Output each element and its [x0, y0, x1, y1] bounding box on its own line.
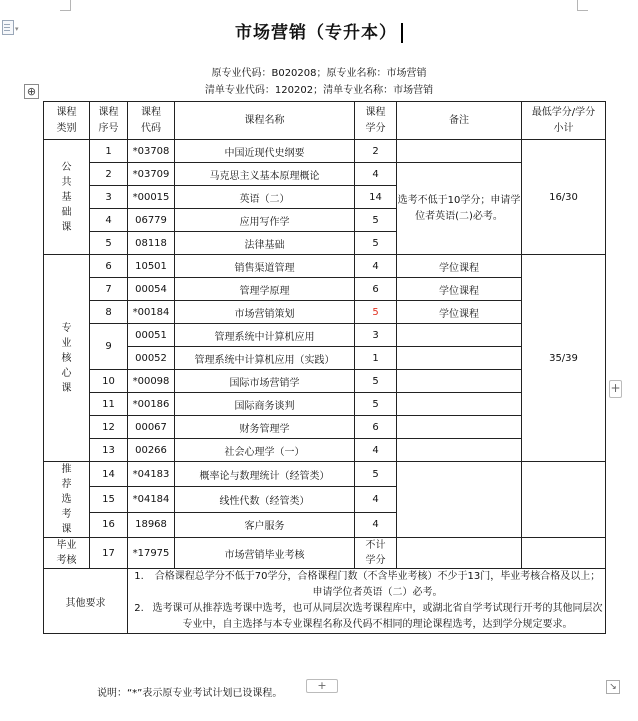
cell-seq[interactable]: 3 [90, 186, 128, 209]
cell-credit[interactable]: 2 [355, 140, 397, 163]
cell-credit[interactable]: 5 [355, 232, 397, 255]
cell-credit[interactable]: 1 [355, 347, 397, 370]
cell-seq[interactable]: 6 [90, 255, 128, 278]
cell-credit[interactable]: 4 [355, 439, 397, 462]
cell-seq[interactable]: 5 [90, 232, 128, 255]
cell-seq[interactable]: 4 [90, 209, 128, 232]
table-header-row [44, 102, 606, 140]
cell-note[interactable] [397, 416, 522, 439]
header-code[interactable]: 课程代码 [128, 102, 175, 140]
requirement-item: 1. 合格课程总学分不低于70学分，合格课程门数（不含毕业考核）不少于13门，毕业考核合格及以上；申请学位者英语（二）必考。 [134, 571, 601, 598]
cell-note[interactable] [397, 538, 522, 569]
cell-seq[interactable]: 14 [90, 462, 128, 487]
table-row[interactable] [44, 163, 606, 186]
cell-code[interactable]: *03708 [128, 140, 175, 163]
cell-name[interactable]: 马克思主义基本原理概论 [175, 163, 355, 186]
header-category[interactable]: 课程类别 [44, 102, 90, 140]
cell-seq[interactable]: 1 [90, 140, 128, 163]
cell-note[interactable] [397, 324, 522, 347]
cell-credit[interactable]: 4 [355, 255, 397, 278]
header-name[interactable]: 课程名称 [175, 102, 355, 140]
cell-name[interactable]: 概率论与数理统计（经管类） [175, 462, 355, 487]
cell-name[interactable]: 财务管理学 [175, 416, 355, 439]
cell-public-note[interactable]: 选考不低于10学分；申请学位者英语(二)必考。 [397, 163, 522, 255]
cell-code[interactable]: 00266 [128, 439, 175, 462]
cell-seq[interactable]: 15 [90, 487, 128, 512]
group-other-requirements[interactable]: 其他要求 [44, 569, 128, 634]
cell-credit[interactable]: 5 [355, 370, 397, 393]
group-graduation-assessment[interactable]: 毕业考核 [44, 538, 90, 569]
header-seq[interactable]: 课程序号 [90, 102, 128, 140]
cell-credit[interactable]: 14 [355, 186, 397, 209]
table-row[interactable] [44, 439, 606, 462]
cell-code[interactable]: *04183 [128, 462, 175, 487]
cell-code[interactable]: *00015 [128, 186, 175, 209]
cell-name[interactable]: 国际市场营销学 [175, 370, 355, 393]
cell-code[interactable]: 18968 [128, 512, 175, 537]
header-min-credit[interactable]: 最低学分/学分小计 [522, 102, 606, 140]
table-row[interactable] [44, 347, 606, 370]
table-row[interactable] [44, 462, 606, 487]
cell-code[interactable]: 00051 [128, 324, 175, 347]
cell-credit[interactable]: 6 [355, 416, 397, 439]
cell-min-credit[interactable] [522, 538, 606, 569]
cell-note[interactable]: 学位课程 [397, 255, 522, 278]
cell-code[interactable]: 00052 [128, 347, 175, 370]
cell-credit[interactable]: 5 [355, 462, 397, 487]
cell-other-requirements[interactable] [128, 569, 606, 634]
cell-name[interactable]: 法律基础 [175, 232, 355, 255]
page-corner-mark [577, 0, 588, 11]
page-corner-mark [60, 0, 71, 11]
cell-min-credit[interactable] [522, 462, 606, 538]
cell-name[interactable]: 管理系统中计算机应用 [175, 324, 355, 347]
cell-name[interactable]: 中国近现代史纲要 [175, 140, 355, 163]
cell-credit[interactable]: 4 [355, 163, 397, 186]
cell-code[interactable]: *00186 [128, 393, 175, 416]
table-row[interactable] [44, 370, 606, 393]
cell-name[interactable]: 管理系统中计算机应用（实践） [175, 347, 355, 370]
table-row[interactable] [44, 538, 606, 569]
cell-name[interactable]: 应用写作学 [175, 209, 355, 232]
list-major-line: 清单专业代码：120202；清单专业名称：市场营销 [204, 85, 434, 96]
cell-code[interactable]: *00184 [128, 301, 175, 324]
cell-credit[interactable]: 不计学分 [355, 538, 397, 569]
cell-note[interactable]: 学位课程 [397, 301, 522, 324]
cell-name[interactable]: 国际商务谈判 [175, 393, 355, 416]
table-row[interactable] [44, 416, 606, 439]
table-move-handle-icon[interactable]: ⊕ [24, 84, 39, 99]
cell-name[interactable]: 社会心理学（一） [175, 439, 355, 462]
cell-note[interactable]: 学位课程 [397, 278, 522, 301]
cell-code[interactable]: *04184 [128, 487, 175, 512]
add-row-button[interactable]: + [306, 679, 338, 693]
table-row[interactable] [44, 140, 606, 163]
cell-name[interactable]: 市场营销毕业考核 [175, 538, 355, 569]
cell-seq[interactable]: 2 [90, 163, 128, 186]
cell-seq[interactable]: 10 [90, 370, 128, 393]
document-icon[interactable]: ▾ [2, 20, 16, 36]
cell-name[interactable]: 管理学原理 [175, 278, 355, 301]
cell-credit[interactable]: 3 [355, 324, 397, 347]
cell-credit[interactable]: 6 [355, 278, 397, 301]
cell-core-min-credit[interactable]: 35/39 [522, 255, 606, 462]
cell-code[interactable]: 06779 [128, 209, 175, 232]
cell-code[interactable]: 10501 [128, 255, 175, 278]
footnote: 说明：“*”表示原专业考试计划已设课程。 [97, 688, 283, 699]
cell-name[interactable]: 线性代数（经管类） [175, 487, 355, 512]
cell-credit[interactable]: 5 [355, 393, 397, 416]
original-major-line: 原专业代码：B020208；原专业名称：市场营销 [211, 68, 427, 79]
cell-name[interactable]: 客户服务 [175, 512, 355, 537]
cell-code[interactable]: 08118 [128, 232, 175, 255]
group-recommended-elective[interactable]: 推荐选考课 [44, 462, 90, 538]
table-row[interactable] [44, 393, 606, 416]
cell-seq[interactable]: 13 [90, 439, 128, 462]
add-column-button[interactable]: + [609, 380, 622, 398]
cell-code[interactable]: *00098 [128, 370, 175, 393]
group-public-basic[interactable]: 公共基础课 [44, 140, 90, 255]
title-text: 市场营销（专升本） [235, 23, 397, 43]
group-professional-core[interactable]: 专业核心课 [44, 255, 90, 462]
cell-code[interactable]: *03709 [128, 163, 175, 186]
cell-name[interactable]: 英语（二） [175, 186, 355, 209]
cell-seq[interactable]: 9 [90, 324, 128, 370]
cell-public-min-credit[interactable]: 16/30 [522, 140, 606, 255]
cell-note[interactable] [397, 439, 522, 462]
cell-code[interactable]: 00067 [128, 416, 175, 439]
table-row[interactable] [44, 278, 606, 301]
cell-name[interactable]: 市场营销策划 [175, 301, 355, 324]
text-cursor [401, 23, 403, 43]
header-note[interactable]: 备注 [397, 102, 522, 140]
requirement-item: 2. 选考课可从推荐选考课中选考，也可从同层次选考课程库中，或湖北省自学考试现行开考的其他同层次专业中，自主选择与本专业课程名称及代码不相同的理论课程选考，达到学分规定要求。 [134, 603, 603, 630]
cell-note[interactable] [397, 347, 522, 370]
table-row[interactable] [44, 569, 606, 634]
cell-note[interactable] [397, 370, 522, 393]
table-row[interactable] [44, 301, 606, 324]
cell-seq[interactable]: 7 [90, 278, 128, 301]
cell-seq[interactable]: 12 [90, 416, 128, 439]
table-row[interactable] [44, 324, 606, 347]
cell-name[interactable]: 销售渠道管理 [175, 255, 355, 278]
table-row[interactable] [44, 255, 606, 278]
cell-credit[interactable]: 4 [355, 512, 397, 537]
cell-seq[interactable]: 11 [90, 393, 128, 416]
cell-code[interactable]: 00054 [128, 278, 175, 301]
cell-credit[interactable]: 5 [355, 209, 397, 232]
cell-seq[interactable]: 17 [90, 538, 128, 569]
cell-credit-highlighted[interactable]: 5 [355, 301, 397, 324]
cell-note[interactable] [397, 140, 522, 163]
cell-seq[interactable]: 8 [90, 301, 128, 324]
cell-note[interactable] [397, 462, 522, 538]
header-credit[interactable]: 课程学分 [355, 102, 397, 140]
cell-seq[interactable]: 16 [90, 512, 128, 537]
cell-code[interactable]: *17975 [128, 538, 175, 569]
cell-credit[interactable]: 4 [355, 487, 397, 512]
table-resize-handle-icon[interactable]: ↘ [606, 680, 620, 694]
page-title[interactable] [0, 18, 638, 43]
curriculum-table[interactable] [43, 101, 606, 634]
cell-note[interactable] [397, 393, 522, 416]
